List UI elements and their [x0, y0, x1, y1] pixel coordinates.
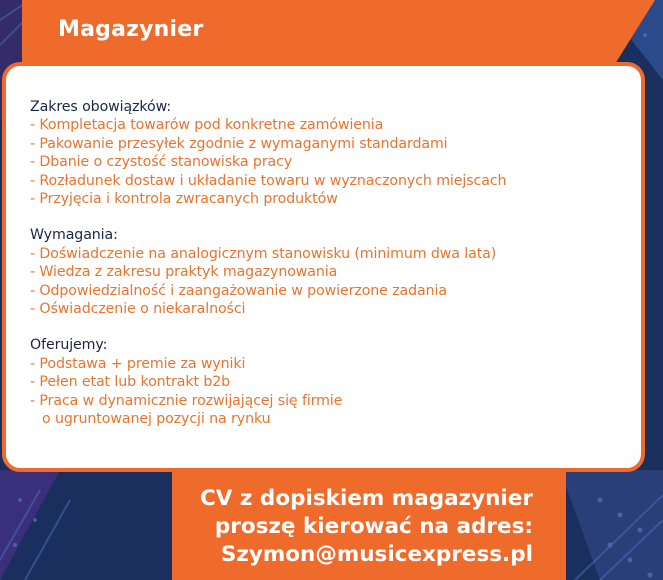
list-item: - Dbanie o czystość stanowiska pracy — [30, 154, 293, 171]
contact-email[interactable]: Szymon@musicexpress.pl — [220, 542, 533, 567]
requirements-section — [30, 226, 631, 318]
contact-line: CV z dopiskiem magazynier — [200, 486, 533, 511]
job-description-card — [2, 62, 645, 472]
list-item: - Kompletacja towarów pod konkretne zamówienia — [30, 117, 384, 134]
list-item: - Pakowanie przesyłek zgodnie z wymaganymi standardami — [30, 135, 448, 152]
section-heading: Zakres obowiązków: — [30, 99, 172, 115]
contact-info — [200, 485, 533, 569]
list-item: - Oświadczenie o niekaralności — [30, 301, 246, 318]
list-item: - Wiedza z zakresu praktyk magazynowania — [30, 264, 338, 281]
section-heading: Wymagania: — [30, 227, 118, 244]
list-item: - Odpowiedzialność i zaangażowanie w powierzone zadania — [30, 282, 447, 299]
list-item: - Rozładunek dostaw i układanie towaru w wyznaczonych miejscach — [30, 172, 507, 189]
list-item: - Podstawa + premie za wyniki — [30, 355, 246, 372]
list-item: - Pełen etat lub kontrakt b2b — [30, 374, 231, 391]
section-heading: Oferujemy: — [30, 337, 108, 354]
list-item-continuation: o ugruntowanej pozycji na rynku — [42, 411, 271, 428]
offer-section — [30, 336, 631, 428]
list-item: - Doświadczenie na analogicznym stanowisku (minimum dwa lata) — [30, 245, 497, 262]
job-title: Magazynier — [58, 17, 204, 42]
list-item: - Przyjęcia i kontrola zwracanych produktów — [30, 191, 338, 208]
job-description-content — [30, 98, 631, 429]
list-item: - Praca w dynamicznie rozwijającej się firmie — [30, 392, 343, 409]
responsibilities-section — [30, 98, 631, 208]
contact-line: proszę kierować na adres: — [214, 514, 533, 539]
